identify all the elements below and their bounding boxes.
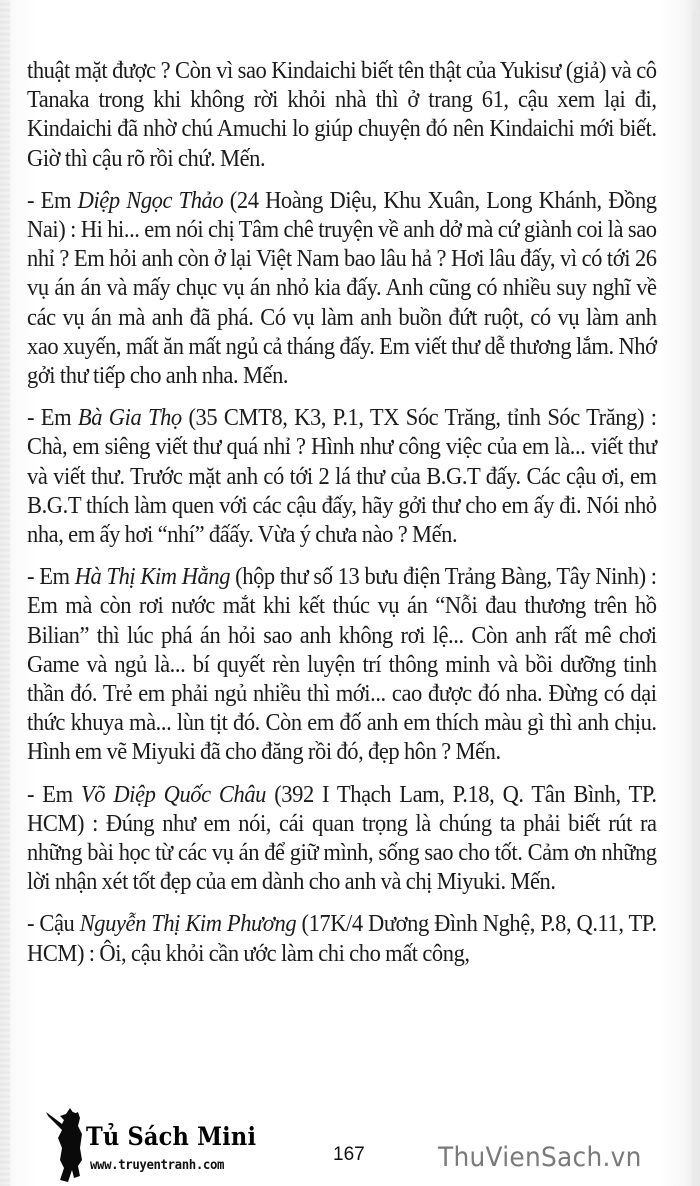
sender-name: Nguyễn Thị Kim Phương xyxy=(79,910,297,938)
letter-paragraph-1: - Em Diệp Ngọc Thảo (24 Hoàng Diệu, Khu Xuân, Long Khánh, Đồng Nai) : Hi hi... em nói chị Tâm chê truyện về anh dở mà cứ giành coi là sao nhỉ ? Em hỏi anh còn ở lại Việt Nam bao lâu hả ? Hơi lâu đấy, vì có tới 26 vụ án án và mấy chục vụ án nhỏ kia đấy. Anh cũng có nhiều suy nghĩ về các vụ án mà anh đã phá. Có vụ làm anh buồn đứt ruột, có vụ làm anh xao xuyến, mất ăn mất ngủ cả tháng đấy. Em viết thư dễ thương lắm. Nhớ gởi thư tiếp cho anh nha. Mến. xyxy=(27,186,657,390)
page-edge-right xyxy=(692,10,700,1186)
letter-paragraph-4: - Em Võ Diệp Quốc Châu (392 I Thạch Lam, P.18, Q. Tân Bình, TP. HCM) : Đúng như em nói, cái quan trọng là chúng ta phải biết rút ra những bài học từ các vụ án để giữ mình, sống sao cho tốt. Cảm ơn những lời nhận xét tốt đẹp của em dành cho anh và chị Miyuki. Mến. xyxy=(27,780,657,896)
letter-paragraph-2: - Em Bà Gia Thọ (35 CMT8, K3, P.1, TX Sóc Trăng, tỉnh Sóc Trăng) : Chà, em siêng viết thư quá nhỉ ? Hình như công việc của em là... viết thư và viết thư. Trước mặt anh có tới 2 lá thư của B.G.T đấy. Các cậu ơi, em B.G.T thích làm quen với các cậu đấy, hãy gởi thư cho em ấy đi. Nói nhỏ nha, em ấy hơi “nhí” đấấy. Vừa ý chưa nào ? Mến. xyxy=(27,404,657,549)
sender-name: Hà Thị Kim Hằng xyxy=(74,563,231,591)
page-edge-left xyxy=(0,0,10,1186)
sender-name: Diệp Ngọc Thảo xyxy=(77,186,224,214)
sender-name: Võ Diệp Quốc Châu xyxy=(80,780,266,808)
letter-paragraph-3: - Em Hà Thị Kim Hằng (hộp thư số 13 bưu điện Trảng Bàng, Tây Ninh) : Em mà còn rơi nước mắt khi kết thúc vụ án “Nỗi đau thương trên hồ Bilian” thì lúc phá án hỏi sao anh không rơi lệ... Còn anh rất mê chơi Game và ngủ là... bí quyết rèn luyện trí thông minh và bồi dưỡng tinh thần đó. Trẻ em phải ngủ nhiều thì mới... cao được đó nha. Đừng có dại thức khuya mà... lùn tịt đó. Còn em đố anh em thích màu gì thì anh chịu. Hình em vẽ Miyuki đã cho đăng rồi đó, đẹp hôn ? Mến. xyxy=(27,563,657,766)
letter-paragraph-5: - Cậu Nguyễn Thị Kim Phương (17K/4 Dương Đình Nghệ, P.8, Q.11, TP. HCM) : Ôi, cậu khỏi cần ước làm chi cho mất công, xyxy=(27,910,657,967)
sender-name: Bà Gia Thọ xyxy=(77,404,182,432)
page-number: 167 xyxy=(333,1144,365,1165)
letters-column xyxy=(27,56,657,981)
page-footer xyxy=(0,1100,700,1186)
letter-paragraph-0: thuật mặt được ? Còn vì sao Kindaichi biết tên thật của Yukisư (giả) và cô Tanaka trong khi không rời khỏi nhà thì ở trang 61, cậu xem lại đi, Kindaichi đã nhờ chú Amuchi lo giúp chuyện đó nên Kindaichi mới biết. Giờ thì cậu rõ rồi chứ. Mến. xyxy=(27,57,657,172)
watermark: ThuVienSach.vn xyxy=(438,1142,642,1173)
logo-title: Tủ Sách Mini xyxy=(86,1122,257,1151)
logo-url: www.truyentranh.com xyxy=(90,1158,225,1173)
